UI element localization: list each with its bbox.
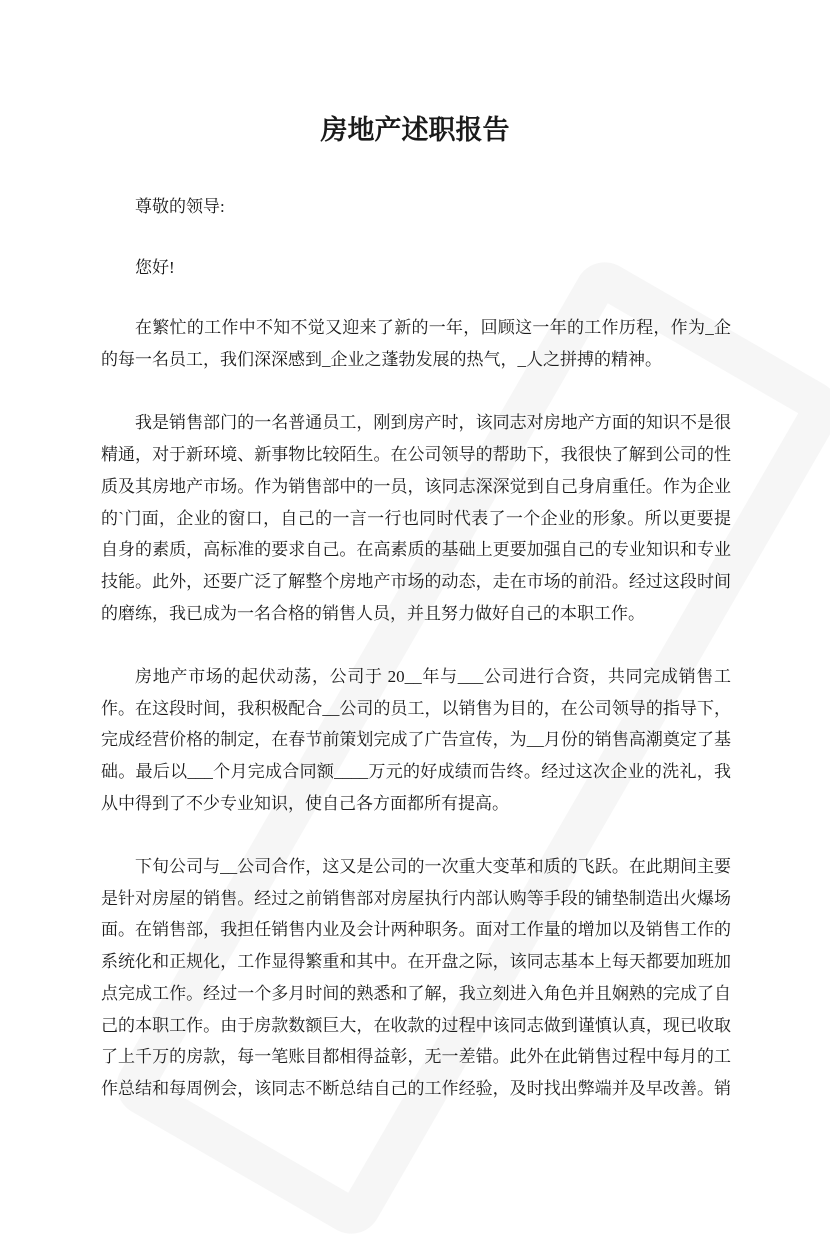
salutation: 尊敬的领导: bbox=[135, 197, 225, 216]
paragraph bbox=[101, 851, 731, 1105]
paragraph-line: 作。在这段时间，我积极配合__公司的员工，以销售为目的，在公司领导的指导下， bbox=[101, 698, 731, 718]
document-title: 房地产述职报告 bbox=[320, 115, 510, 145]
paragraph-line: 作总结和每周例会，该同志不断总结自己的工作经验，及时找出弊端并及早改善。销 bbox=[101, 1078, 731, 1098]
paragraph-line: 的磨练，我已成为一名合格的销售人员，并且努力做好自己的本职工作。 bbox=[101, 603, 645, 623]
greeting: 您好! bbox=[135, 257, 175, 277]
paragraphs bbox=[101, 312, 731, 1104]
paragraph-line: 技能。此外，还要广泛了解整个房地产市场的动态，走在市场的前沿。经过这段时间 bbox=[101, 571, 731, 591]
paragraph-line: 点完成工作。经过一个多月时间的熟悉和了解，我立刻进入角色并且娴熟的完成了自 bbox=[101, 983, 731, 1003]
paragraph-line: 的`门面，企业的窗口，自己的一言一行也同时代表了一个企业的形象。所以更要提 bbox=[101, 508, 731, 528]
paragraph-line: 下旬公司与__公司合作，这又是公司的一次重大变革和质的飞跃。在此期间主要 bbox=[135, 857, 731, 877]
paragraph-line: 自身的素质，高标准的要求自己。在高素质的基础上更要加强自己的专业知识和专业 bbox=[101, 540, 731, 560]
paragraph bbox=[101, 407, 731, 629]
paragraph-line: 是针对房屋的销售。经过之前销售部对房屋执行内部认购等手段的铺垫制造出火爆场 bbox=[101, 888, 731, 908]
paragraph-line: 质及其房地产市场。作为销售部中的一员，该同志深深觉到自己身肩重任。作为企业 bbox=[101, 476, 731, 496]
document-body bbox=[101, 191, 731, 1136]
paragraph bbox=[101, 661, 731, 819]
paragraph-line: 础。最后以___个月完成合同额____万元的好成绩而告终。经过这次企业的洗礼，我 bbox=[101, 762, 731, 781]
paragraph-line: 的每一名员工，我们深深感到_企业之蓬勃发展的热气，_人之拼搏的精神。 bbox=[101, 350, 662, 370]
paragraph-line: 完成经营价格的制定，在春节前策划完成了广告宣传，为__月份的销售高潮奠定了基 bbox=[101, 730, 731, 750]
paragraph-line: 精通，对于新环境、新事物比较陌生。在公司领导的帮助下，我很快了解到公司的性 bbox=[101, 445, 731, 465]
paragraph-line: 从中得到了不少专业知识，使自己各方面都所有提高。 bbox=[101, 793, 509, 813]
paragraph-line: 我是销售部门的一名普通员工，刚到房产时，该同志对房地产方面的知识不是很 bbox=[135, 413, 731, 433]
paragraph-line: 系统化和正规化，工作显得繁重和其中。在开盘之际，该同志基本上每天都要加班加 bbox=[101, 952, 731, 972]
paragraph bbox=[101, 312, 731, 375]
paragraph-line: 己的本职工作。由于房款数额巨大，在收款的过程中该同志做到谨慎认真，现已收取 bbox=[101, 1015, 731, 1035]
paragraph-line: 面。在销售部，我担任销售内业及会计两种职务。面对工作量的增加以及销售工作的 bbox=[101, 920, 731, 940]
paragraph-line: 了上千万的房款，每一笔账目都相得益彰，无一差错。此外在此销售过程中每月的工 bbox=[101, 1047, 731, 1067]
paragraph-line: 在繁忙的工作中不知不觉又迎来了新的一年，回顾这一年的工作历程，作为_企 bbox=[135, 318, 731, 338]
paragraph-line: 房地产市场的起伏动荡，公司于 20__年与___公司进行合资，共同完成销售工 bbox=[135, 666, 731, 686]
